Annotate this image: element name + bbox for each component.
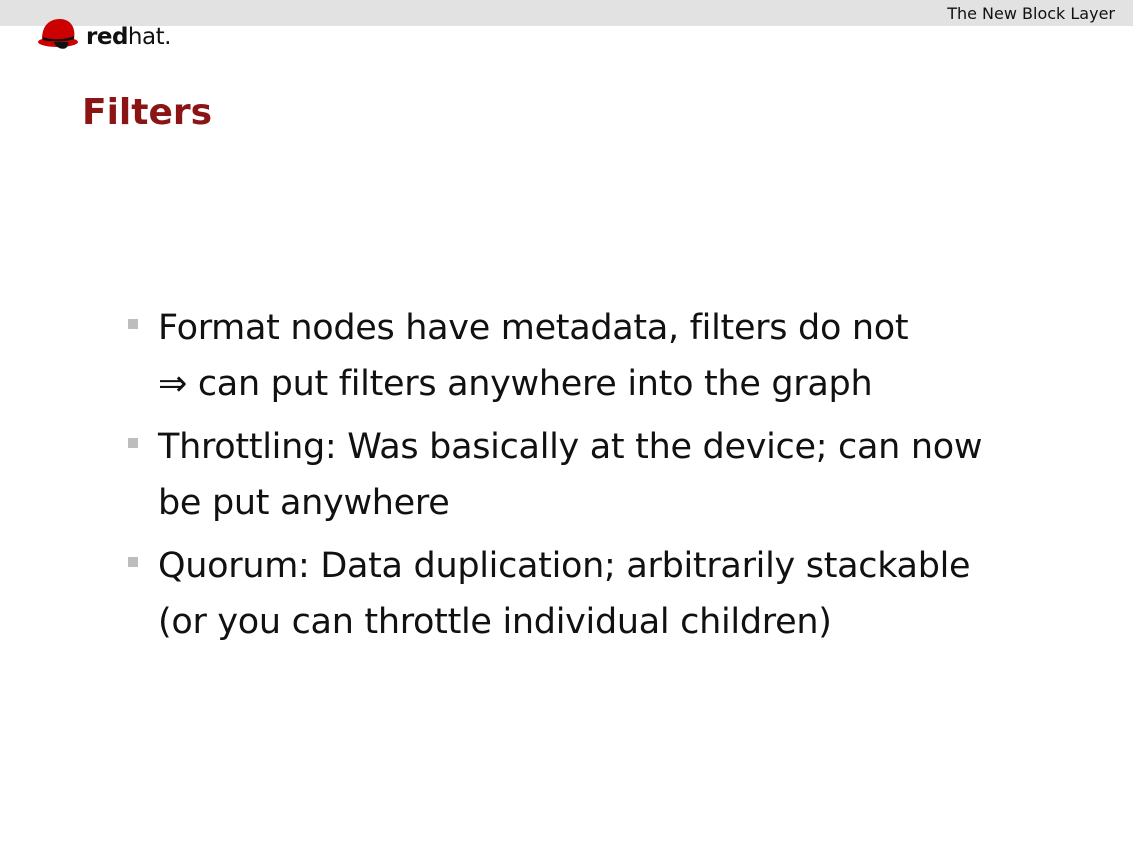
logo-wordmark bbox=[86, 24, 171, 50]
bullet-line: Throttling: Was basically at the device; can now bbox=[158, 427, 983, 467]
bullet-marker bbox=[128, 438, 138, 448]
logo-text-regular: hat. bbox=[127, 24, 171, 50]
bullet-marker bbox=[128, 319, 138, 329]
bullet-item bbox=[128, 419, 1088, 531]
redhat-logo bbox=[36, 14, 171, 54]
bullet-line: ⇒ can put filters anywhere into the graph bbox=[158, 364, 873, 404]
bullet-line: be put anywhere bbox=[158, 483, 450, 523]
bullet-marker bbox=[128, 557, 138, 567]
bullet-item bbox=[128, 538, 1088, 650]
bullet-line: (or you can throttle individual children) bbox=[158, 602, 832, 642]
bullet-line: Quorum: Data duplication; arbitrarily stackable bbox=[158, 546, 971, 586]
header-title: The New Block Layer bbox=[947, 4, 1115, 23]
redhat-shadowman-icon bbox=[36, 15, 84, 53]
bullet-list bbox=[128, 300, 1088, 657]
slide-title: Filters bbox=[82, 92, 213, 133]
logo-text-bold: red bbox=[86, 24, 128, 50]
bullet-line: Format nodes have metadata, filters do not bbox=[158, 308, 909, 348]
bullet-item bbox=[128, 300, 1088, 412]
